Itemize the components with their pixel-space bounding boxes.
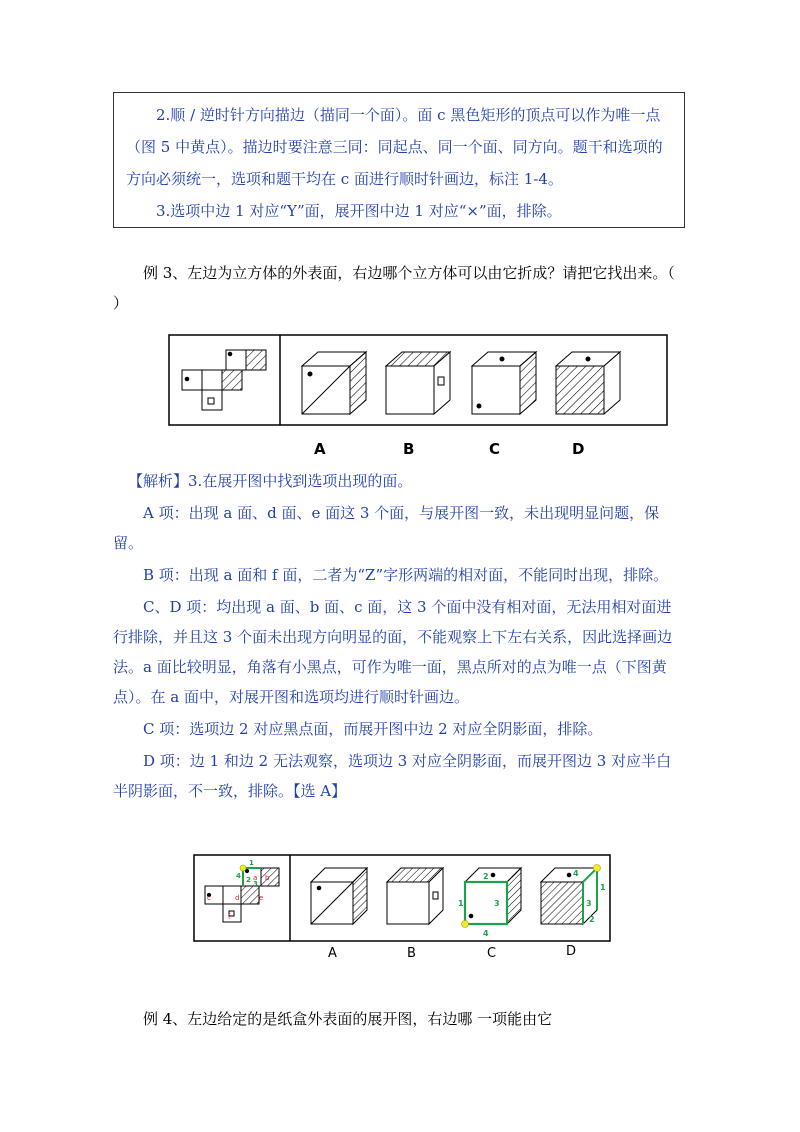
example4-question: 例 4、左边给定的是纸盒外表面的展开图，右边哪 一项能由它 [143, 1010, 553, 1028]
cube-option-c [472, 352, 536, 414]
svg-text:d: d [235, 894, 240, 902]
example3-question-block [113, 258, 685, 318]
analysis-figure [193, 854, 611, 942]
analysis-intro-text: 3.在展开图中找到选项出现的面。 [188, 472, 413, 490]
svg-text:1: 1 [458, 899, 464, 908]
box-paragraph-2: 3.选项中边 1 对应“Y”面，展开图中边 1 对应“×”面，排除。 [156, 202, 562, 220]
svg-text:a: a [253, 874, 258, 882]
svg-text:b: b [265, 874, 270, 882]
cube-option-b [386, 352, 450, 414]
cube-net [182, 350, 266, 410]
svg-text:4: 4 [236, 872, 241, 880]
analysis-d: D 项：边 1 和边 2 无法观察，选项边 3 对应全阴影面，而展开图边 3 对应半白半阴影面，不一致，排除。【选 A】 [113, 752, 672, 800]
svg-text:c: c [207, 894, 211, 902]
example4-block [113, 1004, 685, 1034]
option-c-label: C [489, 440, 501, 458]
analysis-c: C 项：选项边 2 对应黑点面，而展开图中边 2 对应全阴影面，排除。 [143, 720, 603, 738]
analysis-b: B 项：出现 a 面和 f 面，二者为“Z”字形两端的相对面，不能同时出现，排除。 [143, 566, 669, 584]
option-b-label: B [403, 440, 415, 458]
fig2-option-d-label: D [566, 944, 577, 959]
example3-figure [168, 334, 668, 426]
option-d-label: D [572, 440, 585, 458]
svg-text:3: 3 [253, 880, 258, 888]
analysis-tag: 【解析】 [128, 472, 189, 490]
svg-text:f: f [228, 913, 231, 921]
example3-question: 例 3、左边为立方体的外表面，右边哪个立方体可以由它折成？请把它找出来。（ ） [113, 264, 675, 312]
fig2-option-b-label: B [407, 946, 416, 961]
analysis-a: A 项：出现 a 面、d 面、e 面这 3 个面，与展开图一致，未出现明显问题，保留。 [113, 504, 660, 552]
analysis-cd: C、D 项：均出现 a 面、b 面、c 面，这 3 个面中没有相对面，无法用相对面进行排除，并且这 3 个面未出现方向明显的面，不能观察上下左右关系，因此选择画边法。a 面比较明显，角落有小黑点，可作为唯一面，黑点所对的点为唯一点（下图黄点）。在 a 面中，对展开图和选项均进行顺时针画边。 [113, 598, 673, 706]
cube2-option-a [311, 868, 367, 924]
analysis-intro [113, 466, 685, 496]
svg-text:4: 4 [573, 869, 579, 878]
svg-text:e: e [259, 894, 264, 902]
svg-text:2: 2 [483, 872, 489, 881]
svg-text:3: 3 [494, 899, 500, 908]
svg-text:3: 3 [586, 899, 592, 908]
explanation-box [113, 92, 685, 228]
cube2-option-b [387, 868, 443, 924]
analysis-block [113, 466, 685, 806]
fig2-option-c-label: C [487, 946, 497, 961]
svg-text:1: 1 [249, 859, 254, 867]
svg-text:4: 4 [483, 929, 489, 938]
box-paragraph-1: 2.顺 / 逆时针方向描边（描同一个面）。面 c 黑色矩形的顶点可以作为唯一点（图 5 中黄点）。描边时要注意三同：同起点、同一个面、同方向。题干和选项的方向必须统一，选项和题干均在 c 面进行顺时针画边，标注 1-4。 [126, 106, 663, 188]
cube-option-a [302, 352, 366, 414]
fig2-option-a-label: A [328, 946, 337, 961]
cube2-option-c [465, 868, 521, 924]
option-a-label: A [314, 440, 326, 458]
svg-text:1: 1 [600, 883, 606, 892]
cube-option-d [556, 352, 620, 414]
svg-text:2: 2 [589, 915, 595, 924]
svg-text:2: 2 [246, 876, 251, 884]
